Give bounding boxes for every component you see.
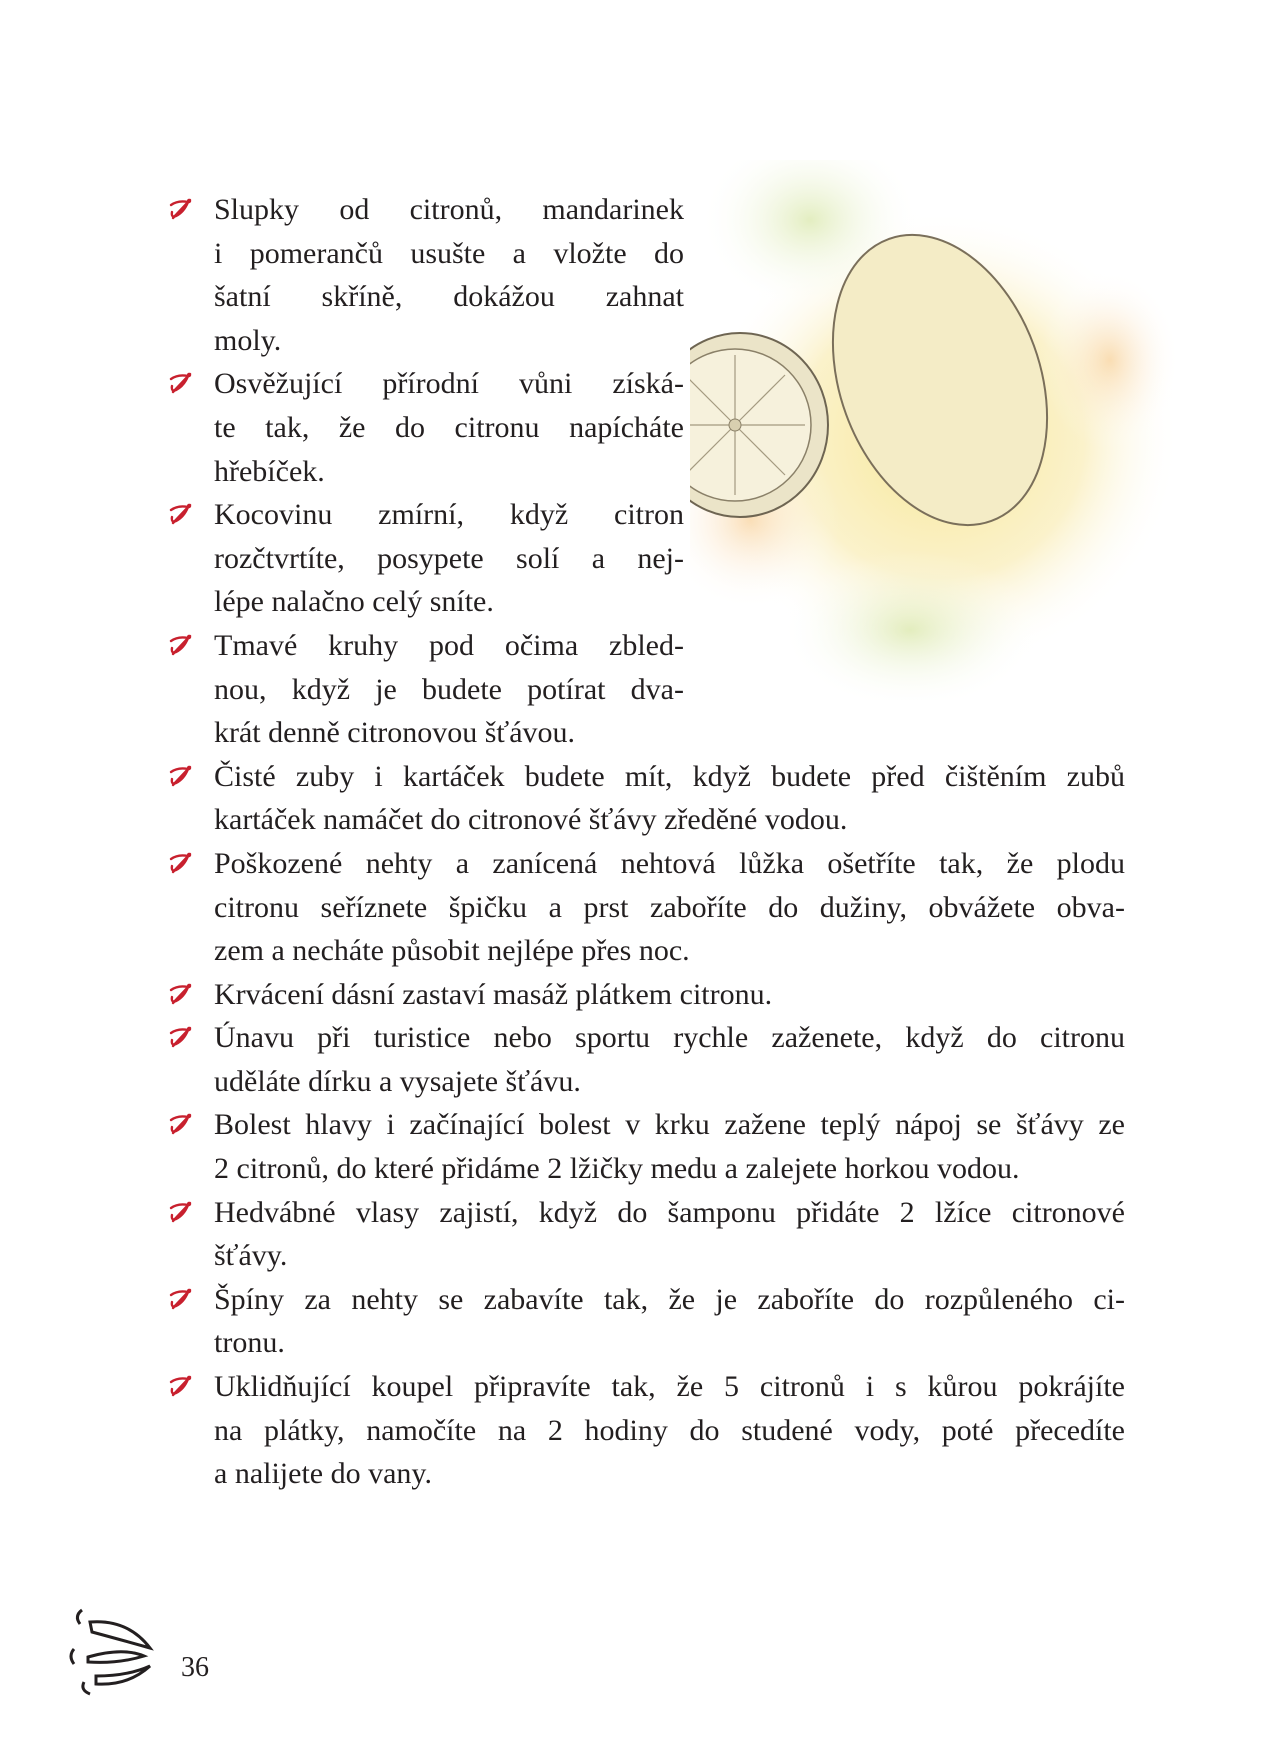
item-text-line: citronu seříznete špičku a prst zaboříte do dužiny, obvážete obva-	[214, 890, 1125, 924]
item-text-line: Tmavé kruhy pod očima zbled-	[214, 628, 684, 662]
item-text-line: te tak, že do citronu napícháte	[214, 410, 684, 444]
item-text-line: Krvácení dásní zastaví masáž plátkem citronu.	[214, 977, 773, 1011]
item-text-line: Bolest hlavy i začínající bolest v krku zažene teplý nápoj se šťávy ze	[214, 1108, 1125, 1142]
red-knot-bullet-icon	[168, 196, 194, 222]
red-knot-bullet-icon	[168, 370, 194, 396]
red-knot-bullet-icon	[168, 1286, 194, 1312]
list-item	[0, 624, 1280, 755]
list-item	[0, 755, 1280, 842]
red-knot-bullet-icon	[168, 501, 194, 527]
feather-ornament-icon	[68, 1604, 158, 1696]
red-knot-bullet-icon	[168, 1111, 194, 1137]
red-knot-bullet-icon	[168, 1024, 194, 1050]
red-knot-bullet-icon	[168, 981, 194, 1007]
item-text-line: Únavu při turistice nebo sportu rychle zaženete, když do citronu	[214, 1021, 1125, 1055]
item-text-line: hřebíček.	[214, 454, 325, 488]
item-text-line: zem a necháte působit nejlépe přes noc.	[214, 934, 690, 968]
list-item	[0, 188, 1280, 362]
item-text-line: nou, když je budete potírat dva-	[214, 672, 684, 706]
item-text-line: Hedvábné vlasy zajistí, když do šamponu přidáte 2 lžíce citronové	[214, 1195, 1125, 1229]
item-text-line: rozčtvrtíte, posypete solí a nej-	[214, 541, 684, 575]
item-text-line: Kocovinu zmírní, když citron	[214, 498, 684, 532]
item-text-line: šťávy.	[214, 1239, 288, 1273]
list-item	[0, 362, 1280, 493]
item-text-line: Poškozené nehty a zanícená nehtová lůžka ošetříte tak, že plodu	[214, 846, 1125, 880]
item-text-line: moly.	[214, 323, 282, 357]
list-item	[0, 842, 1280, 973]
item-text-line: kartáček namáčet do citronové šťávy zředěné vodou.	[214, 803, 848, 837]
item-text-line: šatní skříně, dokážou zahnat	[214, 280, 684, 314]
page-number: 36	[181, 1652, 209, 1683]
red-knot-bullet-icon	[168, 850, 194, 876]
item-text-line: tronu.	[214, 1326, 285, 1360]
item-text-line: Čisté zuby i kartáček budete mít, když budete před čištěním zubů	[214, 759, 1125, 793]
list-item	[0, 1278, 1280, 1365]
tips-list	[0, 188, 1280, 1496]
item-text-line: Osvěžující přírodní vůni získá-	[214, 367, 684, 401]
item-text-line: krát denně citronovou šťávou.	[214, 716, 576, 750]
item-text-line: uděláte dírku a vysajete šťávu.	[214, 1064, 581, 1098]
list-item	[0, 1191, 1280, 1278]
item-text-line: a nalijete do vany.	[214, 1457, 432, 1491]
red-knot-bullet-icon	[168, 1199, 194, 1225]
list-item	[0, 1103, 1280, 1190]
list-item	[0, 493, 1280, 624]
item-text-line: Špíny za nehty se zabavíte tak, že je zaboříte do rozpůleného ci-	[214, 1282, 1125, 1316]
red-knot-bullet-icon	[168, 632, 194, 658]
item-text-line: 2 citronů, do které přidáme 2 lžičky medu a zalejete horkou vodou.	[214, 1152, 1020, 1186]
item-text-line: Uklidňující koupel připravíte tak, že 5 citronů i s kůrou pokrájíte	[214, 1370, 1125, 1404]
item-text-line: Slupky od citronů, mandarinek	[214, 193, 684, 226]
item-text-line: na plátky, namočíte na 2 hodiny do studené vody, poté přecedíte	[214, 1413, 1125, 1447]
item-text-line: i pomerančů usušte a vložte do	[214, 236, 684, 270]
red-knot-bullet-icon	[168, 763, 194, 789]
list-item	[0, 1365, 1280, 1496]
list-item	[0, 973, 1280, 1017]
item-text-line: lépe nalačno celý sníte.	[214, 585, 494, 619]
red-knot-bullet-icon	[168, 1373, 194, 1399]
list-item	[0, 1016, 1280, 1103]
